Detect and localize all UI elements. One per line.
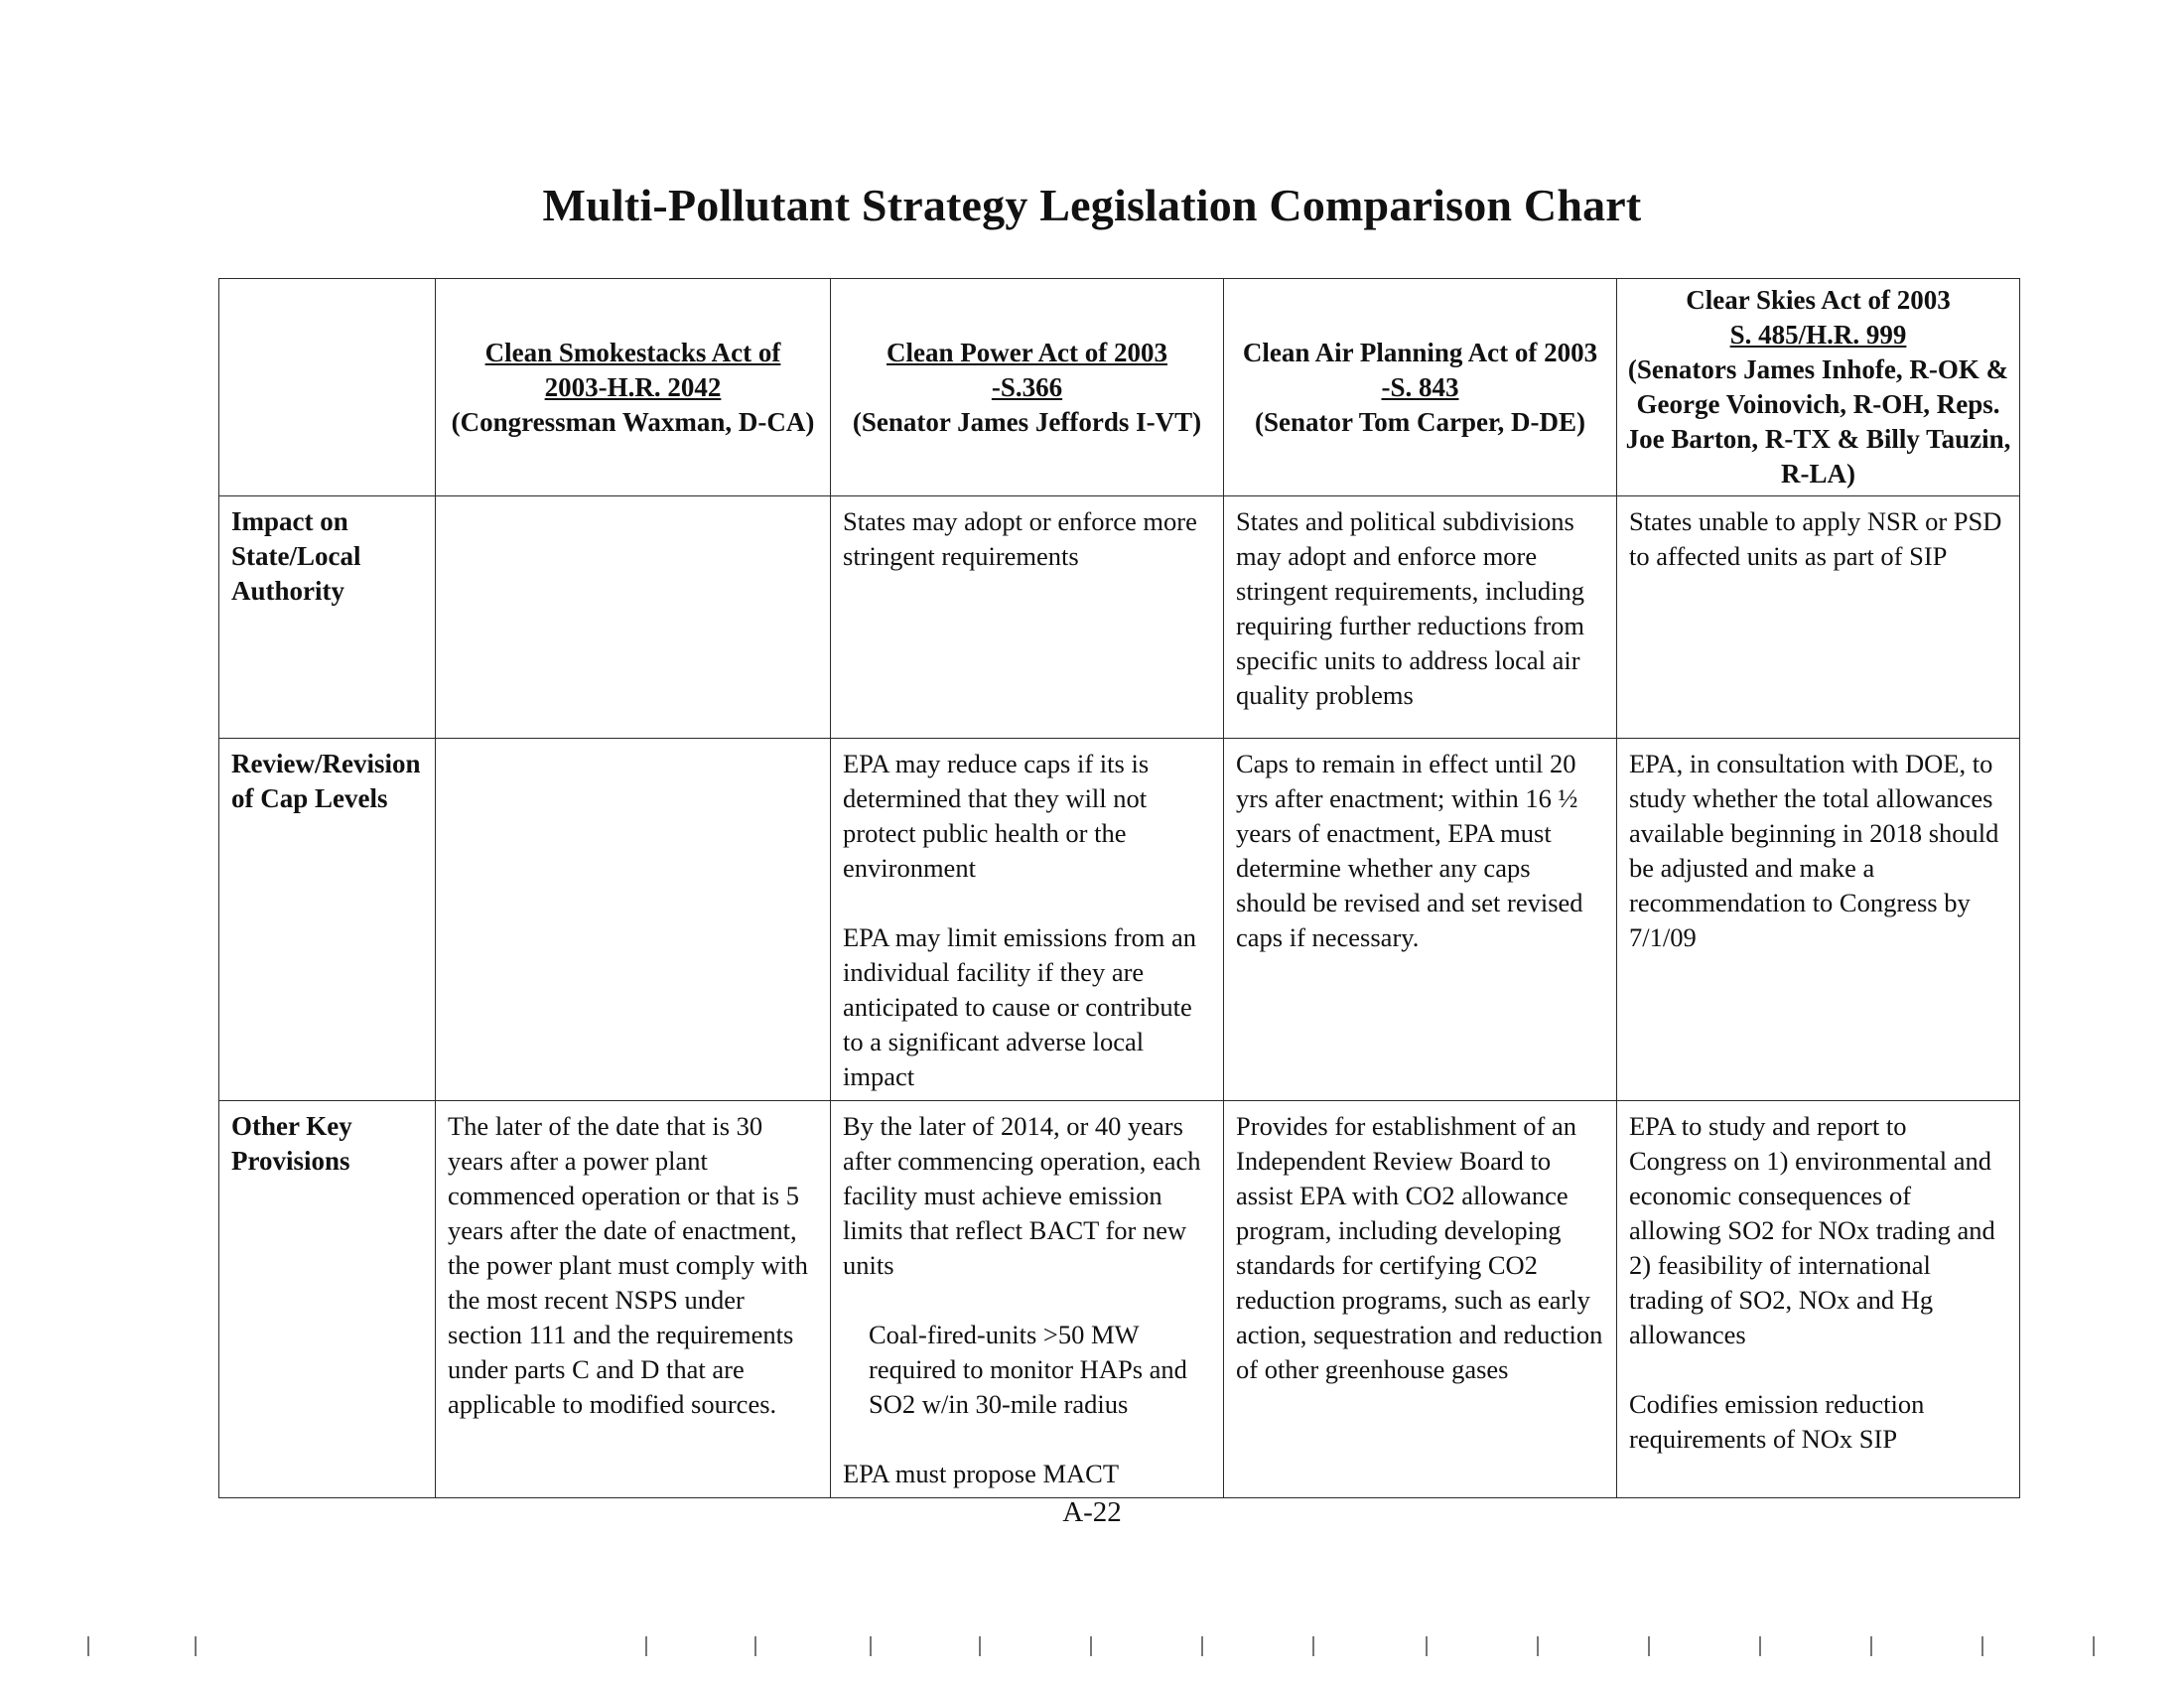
- scan-tick: [754, 1636, 756, 1656]
- table-cell: [436, 496, 831, 739]
- cell-text: EPA may limit emissions from an individual facility if they are anticipated to cause or contribute to a significant adverse local impact: [843, 922, 1197, 1091]
- scan-tick: [1537, 1636, 1539, 1656]
- page-title: Multi-Pollutant Strategy Legislation Comparison Chart: [542, 180, 1642, 230]
- scan-tick: [645, 1636, 647, 1656]
- scan-tick: [1759, 1636, 1761, 1656]
- table-row: [219, 739, 2020, 1101]
- column-header: [1224, 279, 1617, 496]
- cell-text: States unable to apply NSR or PSD to affected units as part of SIP: [1629, 506, 2002, 571]
- cell-text: EPA may reduce caps if its is determined that they will not protect public health or the environment: [843, 749, 1150, 883]
- scan-tick: [1648, 1636, 1650, 1656]
- bill-number: -S. 843: [1381, 371, 1459, 402]
- table-cell: [1617, 1101, 2020, 1498]
- cell-text: Coal-fired-units >50 MW required to monitor HAPs and SO2 w/in 30-mile radius: [869, 1320, 1187, 1419]
- scan-tick: [979, 1636, 981, 1656]
- table-cell: [1224, 739, 1617, 1101]
- scan-tick: [870, 1636, 872, 1656]
- column-header: [436, 279, 831, 496]
- row-label: Other Key Provisions: [219, 1101, 436, 1498]
- bill-name: Clear Skies Act of 2003: [1686, 285, 1951, 315]
- bill-sponsor: (Senator James Jeffords I-VT): [852, 406, 1202, 437]
- table-header-row: [219, 279, 2020, 496]
- bill-sponsor: (Congressman Waxman, D-CA): [451, 406, 815, 437]
- scan-tick: [87, 1636, 89, 1656]
- bill-number: 2003-H.R. 2042: [544, 371, 722, 402]
- table-row: [219, 1101, 2020, 1498]
- table-cell: [831, 1101, 1224, 1498]
- scan-tick: [1201, 1636, 1203, 1656]
- cell-text: States may adopt or enforce more stringent requirements: [843, 506, 1197, 571]
- cell-text: EPA to study and report to Congress on 1) environmental and economic consequences of allowing SO2 for NOx trading and 2) feasibility of international trading of SO2, NOx and Hg allowances: [1629, 1111, 1995, 1349]
- scan-tick: [195, 1636, 197, 1656]
- cell-text: By the later of 2014, or 40 years after commencing operation, each facility must achieve emission limits that reflect BACT for new units: [843, 1111, 1201, 1280]
- row-label: Review/Revision of Cap Levels: [219, 739, 436, 1101]
- table-cell: [1617, 496, 2020, 739]
- table-cell: [436, 1101, 831, 1498]
- bill-name: Clean Air Planning Act of 2003: [1242, 337, 1598, 367]
- table-cell: [1617, 739, 2020, 1101]
- bill-number: -S.366: [991, 371, 1063, 402]
- bill-name: Clean Power Act of 2003: [887, 337, 1167, 367]
- scan-tick: [1090, 1636, 1092, 1656]
- table-cell: [831, 739, 1224, 1101]
- cell-text: Codifies emission reduction requirements of NOx SIP: [1629, 1389, 1925, 1454]
- scan-tick: [1981, 1636, 1983, 1656]
- cell-text: States and political subdivisions may adopt and enforce more stringent requirements, including requiring further reductions from specific units to address local air quality problems: [1236, 506, 1585, 710]
- cell-text: EPA, in consultation with DOE, to study whether the total allowances available beginning in 2018 should be adjusted and make a recommendation to Congress by 7/1/09: [1629, 749, 1999, 952]
- cell-text: Provides for establishment of an Independent Review Board to assist EPA with CO2 allowance program, including developing standards for certifying CO2 reduction programs, such as early action, sequestration and reduction of other greenhouse gases: [1236, 1111, 1603, 1384]
- bill-sponsor: (Senators James Inhofe, R-OK & George Voinovich, R-OH, Reps. Joe Barton, R-TX & Billy Tauzin, R-LA): [1625, 354, 2011, 489]
- scan-tick: [1870, 1636, 1872, 1656]
- scan-tick: [1312, 1636, 1314, 1656]
- scan-tick: [1426, 1636, 1428, 1656]
- page-number: A-22: [1062, 1496, 1122, 1528]
- column-header: [1617, 279, 2020, 496]
- cell-text: The later of the date that is 30 years after a power plant commenced operation or that is 5 years after the date of enactment, the power plant must comply with the most recent NSPS under section 111 and the requirements under parts C and D that are applicable to modified sources.: [448, 1111, 808, 1419]
- cell-text: EPA must propose MACT: [843, 1459, 1120, 1488]
- table-cell: [831, 496, 1224, 739]
- bill-number: S. 485/H.R. 999: [1729, 320, 1907, 350]
- bill-name: Clean Smokestacks Act of: [484, 337, 781, 367]
- column-header: [831, 279, 1224, 496]
- corner-cell: [219, 279, 436, 496]
- table-cell: [1224, 1101, 1617, 1498]
- bill-sponsor: (Senator Tom Carper, D-DE): [1254, 406, 1585, 437]
- row-label: Impact on State/Local Authority: [219, 496, 436, 739]
- scan-tick: [2093, 1636, 2095, 1656]
- comparison-table: [218, 278, 2020, 1498]
- cell-text: Caps to remain in effect until 20 yrs after enactment; within 16 ½ years of enactment, EPA must determine whether any caps should be revised and set revised caps if necessary.: [1236, 749, 1583, 952]
- scan-artifact-ticks: [0, 1636, 2184, 1662]
- table-row: [219, 496, 2020, 739]
- table-cell: [1224, 496, 1617, 739]
- table-cell: [436, 739, 831, 1101]
